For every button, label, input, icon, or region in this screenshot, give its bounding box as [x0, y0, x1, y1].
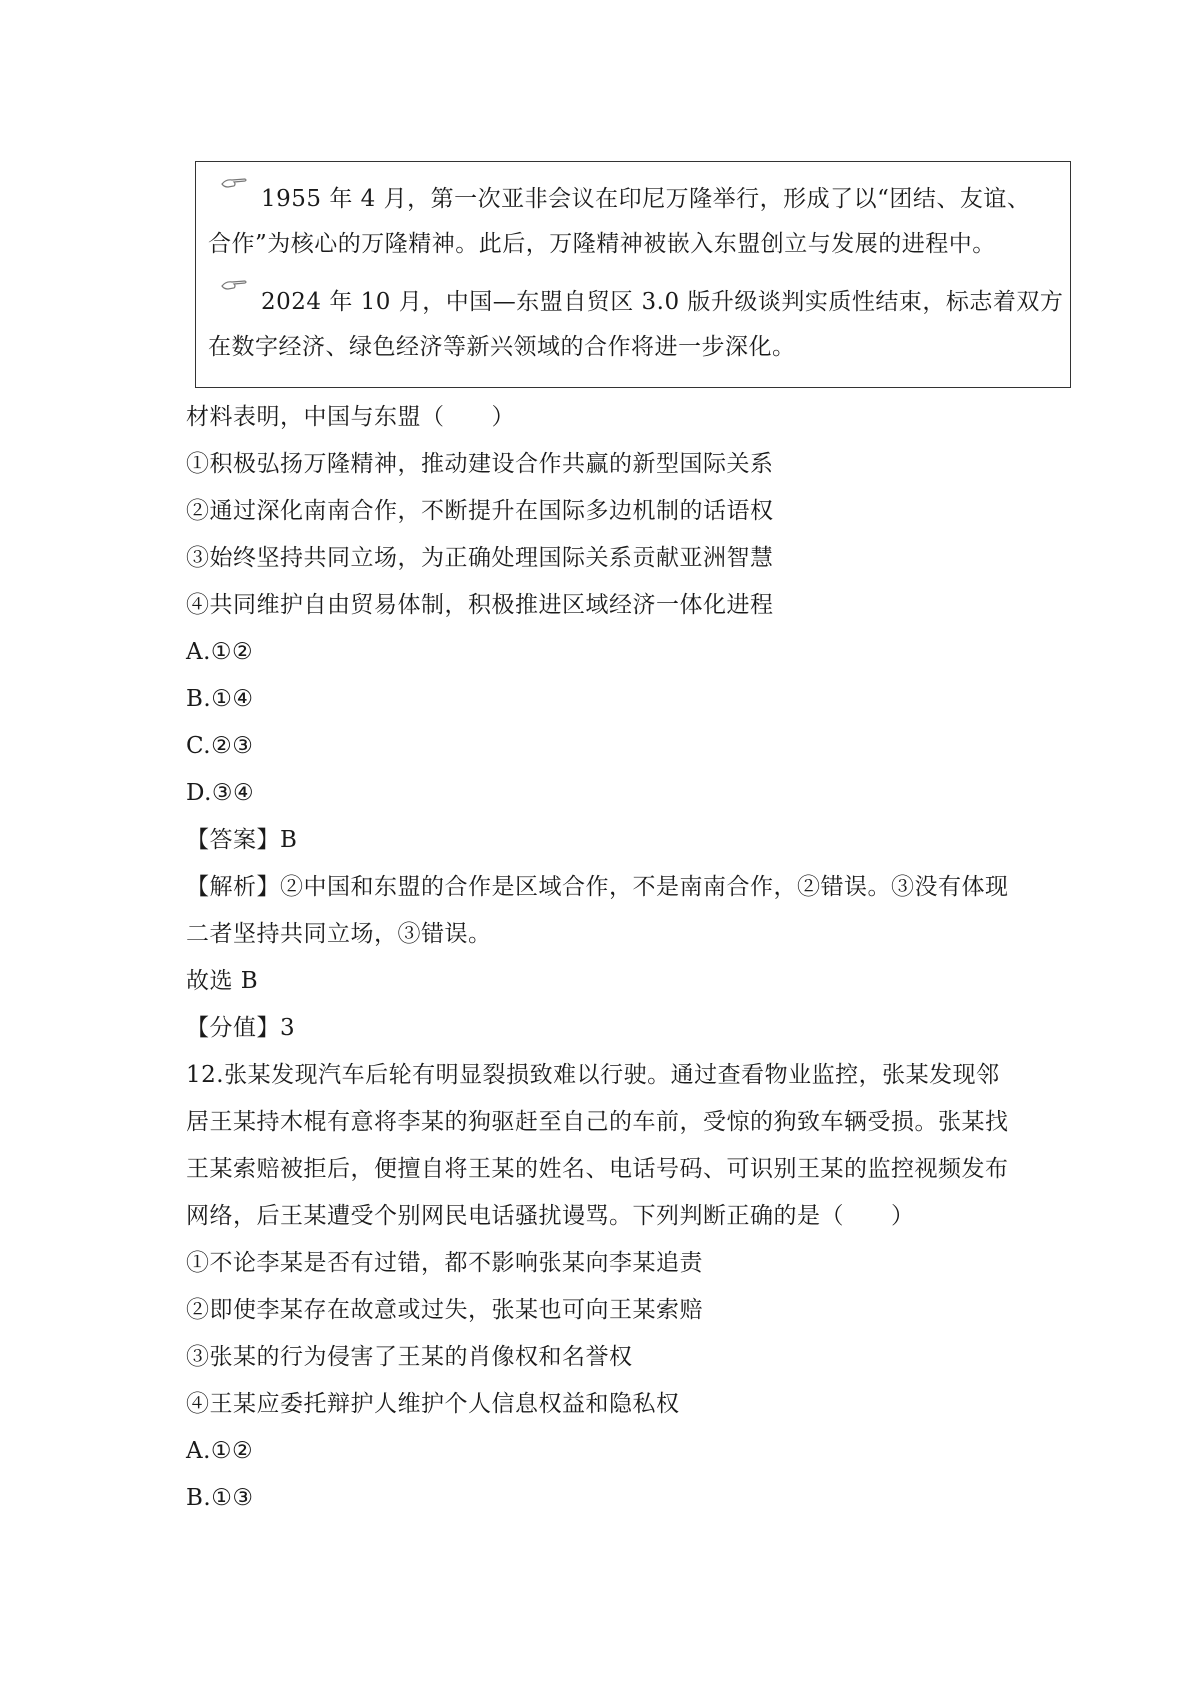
q11-stem: 材料表明，中国与东盟（ ）: [186, 404, 515, 430]
q12-choice-b: B.①③: [186, 1485, 254, 1511]
q11-score: 【分值】3: [186, 1015, 296, 1041]
q11-option-2: ②通过深化南南合作，不断提升在国际多边机制的话语权: [186, 498, 774, 524]
q12-option-3: ③张某的行为侵害了王某的肖像权和名誉权: [186, 1344, 633, 1370]
pointing-hand-icon: [220, 176, 248, 190]
q11-option-1: ①积极弘扬万隆精神，推动建设合作共赢的新型国际关系: [186, 451, 774, 477]
q12-option-1: ①不论李某是否有过错，都不影响张某向李某追责: [186, 1250, 703, 1276]
material-para1-line1: 1955 年 4 月，第一次亚非会议在印尼万隆举行，形成了以“团结、友谊、: [261, 186, 1031, 212]
material-box: [195, 161, 1071, 388]
q11-option-4: ④共同维护自由贸易体制，积极推进区域经济一体化进程: [186, 592, 774, 618]
q11-answer: 【答案】B: [186, 827, 298, 853]
q12-option-4: ④王某应委托辩护人维护个人信息权益和隐私权: [186, 1391, 680, 1417]
material-para2-line2: 在数字经济、绿色经济等新兴领域的合作将进一步深化。: [208, 334, 796, 360]
q12-choice-a: A.①②: [186, 1438, 254, 1464]
q12-stem-line4: 网络，后王某遭受个别网民电话骚扰谩骂。下列判断正确的是（ ）: [186, 1203, 915, 1229]
q11-option-3: ③始终坚持共同立场，为正确处理国际关系贡献亚洲智慧: [186, 545, 774, 571]
q11-conclusion: 故选 B: [186, 968, 259, 994]
q11-choice-b: B.①④: [186, 686, 254, 712]
q12-stem-line3: 王某索赔被拒后，便擅自将王某的姓名、电话号码、可识别王某的监控视频发布: [186, 1156, 1009, 1182]
q11-choice-a: A.①②: [186, 639, 254, 665]
material-para2-line1: 2024 年 10 月，中国—东盟自贸区 3.0 版升级谈判实质性结束，标志着双方: [261, 289, 1064, 315]
q12-stem-line1: 12.张某发现汽车后轮有明显裂损致难以行驶。通过查看物业监控，张某发现邻: [186, 1062, 1000, 1088]
q11-analysis-line1: 【解析】②中国和东盟的合作是区域合作，不是南南合作，②错误。③没有体现: [186, 874, 1009, 900]
pointing-hand-icon: [220, 278, 248, 292]
q11-analysis-line2: 二者坚持共同立场，③错误。: [186, 921, 492, 947]
q12-option-2: ②即使李某存在故意或过失，张某也可向王某索赔: [186, 1297, 703, 1323]
q11-choice-c: C.②③: [186, 733, 254, 759]
q11-choice-d: D.③④: [186, 780, 255, 806]
q12-stem-line2: 居王某持木棍有意将李某的狗驱赶至自己的车前，受惊的狗致车辆受损。张某找: [186, 1109, 1009, 1135]
material-para1-line2: 合作”为核心的万隆精神。此后，万隆精神被嵌入东盟创立与发展的进程中。: [208, 231, 996, 257]
